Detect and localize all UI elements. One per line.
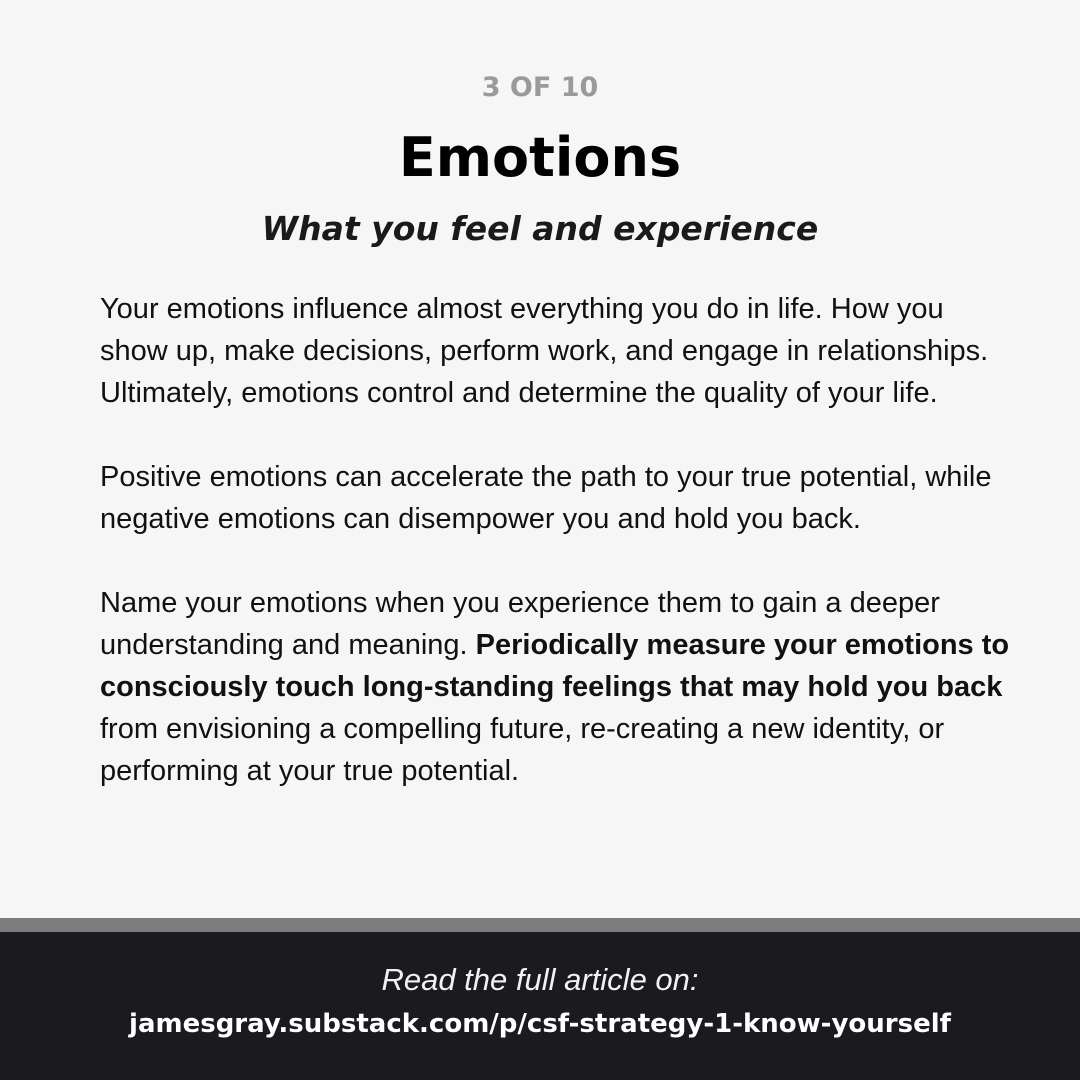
paragraph-3-start: Name your emotions when you experience them to gain a deeper understanding and meaning.: [100, 587, 940, 661]
page-subtitle: What you feel and experience: [261, 209, 819, 248]
paragraph-3-emphasis: Periodically measure your emotions to consciously touch long-standing feelings that may hold you back: [100, 629, 1010, 703]
footer-banner: [0, 932, 1080, 1080]
footer-divider-stripe: [0, 918, 1080, 932]
footer-lead-text: Read the full article on:: [381, 962, 699, 997]
slide-counter: 3 OF 10: [481, 72, 599, 103]
body-paragraph-1: Your emotions influence almost everything you do in life. How you show up, make decisions, perform work, and engage in relationships. Ultimately, emotions control and determine the quality of your life.: [100, 293, 989, 409]
body-paragraph-2: Positive emotions can accelerate the path to your true potential, while negative emotions can disempower you and hold you back.: [100, 461, 992, 535]
page-title: Emotions: [398, 126, 682, 189]
body-content: [100, 288, 1010, 834]
paragraph-3-end: from envisioning a compelling future, re-creating a new identity, or performing at your true potential.: [100, 713, 945, 787]
body-paragraph-3: [100, 582, 1010, 792]
article-link[interactable]: jamesgray.substack.com/p/csf-strategy-1-know-yourself: [129, 1009, 951, 1039]
